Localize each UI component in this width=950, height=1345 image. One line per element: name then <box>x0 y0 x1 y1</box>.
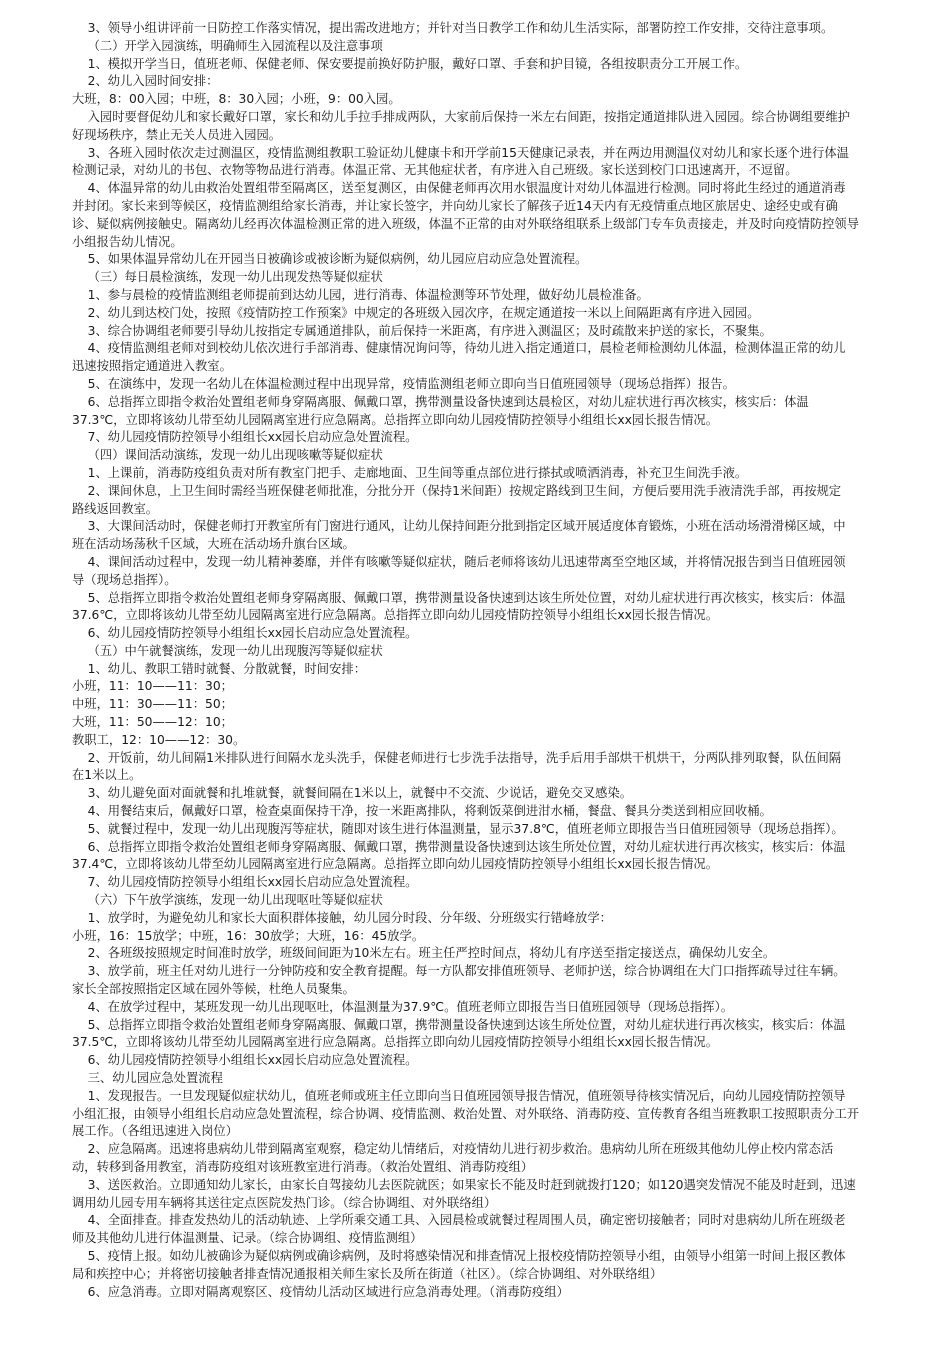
text-line: 1、发现报告。一旦发现疑似症状幼儿，值班老师或班主任立即向当日值班园领导报告情况，值班领导待核实情况后，向幼儿园疫情防控领导 <box>72 1088 846 1103</box>
text-line: 在1米以上。 <box>72 768 142 783</box>
text-line: 37.4℃，立即将该幼儿带至幼儿园隔离室进行应急隔离。总指挥立即向幼儿园疫情防控领导小组组长xx园长报告情况。 <box>72 857 718 872</box>
text-line: 1、上课前，消毒防疫组负责对所有教室门把手、走廊地面、卫生间等重点部位进行搽拭或喷洒消毒，补充卫生间洗手液。 <box>72 465 748 480</box>
text-line: 6、总指挥立即指令救治处置组老师身穿隔离服、佩戴口罩，携带测量设备快速到达该生所处位置，对幼儿症状进行再次核实，核实后：体温 <box>72 839 846 854</box>
text-line: 6、幼儿园疫情防控领导小组组长xx园长启动应急处置流程。 <box>72 1053 418 1068</box>
text-line: 小班，11：10——11：30； <box>72 679 233 694</box>
text-line: 三、幼儿园应急处置流程 <box>72 1071 223 1086</box>
text-line: 小组汇报，由领导小组组长启动应急处置流程，综合协调、疫情监测、救治处置、对外联络、消毒防疫、宣传教育各组当班教职工按照职责分工开 <box>72 1106 860 1121</box>
text-line: 6、应急消毒。立即对隔离观察区、疫情幼儿活动区域进行应急消毒处理。（消毒防疫组） <box>72 1284 569 1299</box>
text-line: （五）中午就餐演练，发现一幼儿出现腹泻等疑似症状 <box>72 643 383 658</box>
text-line: （三）每日晨检演练，发现一幼儿出现发热等疑似症状 <box>72 270 383 285</box>
text-line: 大班，8：00入园；中班，8：30入园；小班，9：00入园。 <box>72 92 401 107</box>
text-line: 5、总指挥立即指令救治处置组老师身穿隔离服、佩戴口罩，携带测量设备快速到达该生所处位置，对幼儿症状进行再次核实，核实后：体温 <box>72 590 846 605</box>
text-line: 7、幼儿园疫情防控领导小组组长xx园长启动应急处置流程。 <box>72 430 418 445</box>
text-line: 师及其他幼儿进行体温测量、记录。（综合协调组、疫情监测组） <box>72 1231 423 1246</box>
text-line: 2、开饭前，幼儿间隔1米排队进行间隔水龙头洗手，保健老师进行七步洗手法指导，洗手后用手部烘干机烘干，分两队排列取餐，队伍间隔 <box>72 750 842 765</box>
text-line: 3、大课间活动时，保健老师打开教室所有门窗进行通风，让幼儿保持间距分批到指定区域开展适度体育锻炼，小班在活动场滑滑梯区域，中 <box>72 519 846 534</box>
text-line: 小班，16：15放学；中班，16：30放学；大班，16：45放学。 <box>72 928 425 943</box>
text-line: 小组报告幼儿情况。 <box>72 234 183 249</box>
text-line: 5、总指挥立即指令救治处置组老师身穿隔离服、佩戴口罩，携带测量设备快速到达该生所处位置，对幼儿症状进行再次核实，核实后：体温 <box>72 1017 846 1032</box>
text-line: 4、疫情监测组老师对到校幼儿依次进行手部消毒、健康情况询问等，待幼儿进入指定通道口，晨检老师检测幼儿体温，检测体温正常的幼儿 <box>72 341 846 356</box>
text-line: 3、各班入园时依次走过测温区，疫情监测组教职工验证幼儿健康卡和开学前15天健康记录表，并在两边用测温仪对幼儿和家长逐个进行体温 <box>72 145 849 160</box>
text-line: 3、领导小组讲评前一日防控工作落实情况，提出需改进地方；并针对当日教学工作和幼儿生活实际，部署防控工作安排，交待注意事项。 <box>72 21 834 35</box>
text-line: 4、在放学过程中，某班发现一幼儿出现呕吐，体温测量为37.9℃。值班老师立即报告当日值班园领导（现场总指挥）。 <box>72 999 734 1014</box>
text-line: 5、疫情上报。如幼儿被确诊为疑似病例或确诊病例，及时将感染情况和排查情况上报校疫情防控领导小组，由领导小组第一时间上报区教体 <box>72 1248 846 1263</box>
text-line: 37.3℃，立即将该幼儿带至幼儿园隔离室进行应急隔离。总指挥立即向幼儿园疫情防控领导小组组长xx园长报告情况。 <box>72 412 718 427</box>
text-line: 局和疾控中心；并将密切接触者排查情况通报相关师生家长及所在街道（社区）。（综合协调组、对外联络组） <box>72 1266 663 1281</box>
text-line: 1、放学时，为避免幼儿和家长大面积群体接触，幼儿园分时段、分年级、分班级实行错峰放学： <box>72 910 612 925</box>
text-line: 检测记录，对幼儿的书包、衣物等物品进行消毒。体温正常、无其他症状者，有序进入自己班级。家长送到校门口迅速离开，不逗留。 <box>72 163 798 178</box>
text-line: 5、就餐过程中，发现一幼儿出现腹泻等症状，随即对该生进行体温测量，显示37.8℃，值班老师立即报告当日值班园领导（现场总指挥）。 <box>72 821 844 836</box>
text-line: 诊、疑似病例接触史。隔离幼儿经再次体温检测正常的进入班级，体温不正常的由对外联络组联系上级部门专车负责接走，并及时向疫情防控领导 <box>72 216 860 231</box>
text-line: 3、放学前，班主任对幼儿进行一分钟防疫和安全教育提醒。每一方队都安排值班领导、老师护送，综合协调组在大门口指挥疏导过往车辆。 <box>72 964 846 979</box>
text-line: 5、如果体温异常幼儿在开园当日被确诊或被诊断为疑似病例，幼儿园应启动应急处置流程。 <box>72 252 588 267</box>
text-line: 6、总指挥立即指令救治处置组老师身穿隔离服、佩戴口罩，携带测量设备快速到达晨检区，对幼儿症状进行再次核实，核实后：体温 <box>72 394 809 409</box>
text-line: 教职工，12：10——12：30。 <box>72 732 246 747</box>
text-line: 37.6℃，立即将该幼儿带至幼儿园隔离室进行应急隔离。总指挥立即向幼儿园疫情防控领导小组组长xx园长报告情况。 <box>72 608 718 623</box>
text-line: 大班，11：50——12：10； <box>72 715 233 730</box>
text-line: 并封闭。家长来到等候区，疫情监测组给家长消毒，并让家长签字，并向幼儿家长了解孩子近14天内有无疫情重点地区旅居史、途经史或有确 <box>72 198 838 213</box>
text-line: 入园时要督促幼儿和家长戴好口罩，家长和幼儿手拉手排成两队，大家前后保持一米左右间距，按指定通道排队进入园园。综合协调组要维护 <box>72 109 851 124</box>
text-line: （二）开学入园演练，明确师生入园流程以及注意事项 <box>72 38 383 53</box>
text-line: 调用幼儿园专用车辆将其送往定点医院发热门诊。（综合协调组、对外联络组） <box>72 1195 497 1210</box>
text-line: 2、应急隔离。迅速将患病幼儿带到隔离室观察，稳定幼儿情绪后，对疫情幼儿进行初步救治。患病幼儿所在班级其他幼儿停止校内常态活 <box>72 1142 834 1157</box>
text-line: 5、在演练中，发现一名幼儿在体温检测过程中出现异常，疫情监测组老师立即向当日值班园领导（现场总指挥）报告。 <box>72 376 735 391</box>
text-line: 4、用餐结束后，佩戴好口罩，检查桌面保持干净，按一米距离排队，将剩饭菜倒进泔水桶，餐盘、餐具分类送到相应回收桶。 <box>72 804 772 819</box>
text-line: 1、参与晨检的疫情监测组老师提前到达幼儿园，进行消毒、体温检测等环节处理，做好幼儿晨检准备。 <box>72 287 649 302</box>
text-line: 家长全部按照指定区域在园外等候，杜绝人员聚集。 <box>72 982 355 997</box>
text-line: 好现场秩序，禁止无关人员进入园园。 <box>72 127 282 142</box>
text-line: 展工作。（各组迅速进入岗位） <box>72 1124 239 1139</box>
text-line: 3、送医救治。立即通知幼儿家长，由家长自驾接幼儿去医院就医；如果家长不能及时赶到就拨打120；如120遇突发情况不能及时赶到，迅速 <box>72 1177 856 1192</box>
text-line: 2、幼儿入园时间安排： <box>72 74 219 89</box>
text-line: 导（现场总指挥）。 <box>72 572 177 587</box>
text-line: 3、幼儿避免面对面就餐和扎堆就餐，就餐间隔在1米以上，就餐中不交流、少说话，避免交叉感染。 <box>72 786 633 801</box>
text-line: 4、课间活动过程中，发现一幼儿精神萎靡，并伴有咳嗽等疑似症状，随后老师将该幼儿迅速带离至空地区域，并将情况报告到当日值班园领 <box>72 554 846 569</box>
text-line: 班在活动场荡秋千区域，大班在活动场升旗台区域。 <box>72 537 355 552</box>
text-line: 1、模拟开学当日，值班老师、保健老师、保安要提前换好防护服，戴好口罩、手套和护目镜，各组按职责分工开展工作。 <box>72 56 748 71</box>
text-line: 2、课间休息，上卫生间时需经当班保健老师批准，分批分开（保持1米间距）按规定路线到卫生间，方便后要用洗手液清洗手部，再按规定 <box>72 483 842 498</box>
text-line: 6、幼儿园疫情防控领导小组组长xx园长启动应急处置流程。 <box>72 626 418 641</box>
text-line: （四）课间活动演练，发现一幼儿出现咳嗽等疑似症状 <box>72 448 383 463</box>
text-line: 路线返回教室。 <box>72 501 159 516</box>
text-line: 迅速按照指定通道进入教室。 <box>72 359 232 374</box>
text-line: （六）下午放学演练，发现一幼儿出现呕吐等疑似症状 <box>72 893 383 908</box>
text-line: 37.5℃，立即将该幼儿带至幼儿园隔离室进行应急隔离。总指挥立即向幼儿园疫情防控领导小组组长xx园长报告情况。 <box>72 1035 718 1050</box>
text-line: 1、幼儿、教职工错时就餐、分散就餐，时间安排： <box>72 661 366 676</box>
text-line: 3、综合协调组老师要引导幼儿按指定专属通道排队，前后保持一米距离，有序进入测温区；及时疏散来护送的家长，不聚集。 <box>72 323 772 338</box>
text-line: 4、全面排查。排查发热幼儿的活动轨迹、上学所乘交通工具、入园晨检或就餐过程周围人员，确定密切接触者；同时对患病幼儿所在班级老 <box>72 1213 846 1228</box>
text-line: 2、幼儿到达校门处，按照《疫情防控工作预案》中规定的各班级入园次序，在规定通道按一米以上间隔距离有序进入园园。 <box>72 305 760 320</box>
text-line: 2、各班级按照规定时间准时放学，班级间间距为10米左右。班主任严控时间点，将幼儿有序送至指定接送点，确保幼儿安全。 <box>72 946 776 961</box>
text-line: 4、体温异常的幼儿由救治处置组带至隔离区，送至复测区，由保健老师再次用水银温度计对幼儿体温进行检测。同时将此生经过的通道消毒 <box>72 181 846 196</box>
text-line: 7、幼儿园疫情防控领导小组组长xx园长启动应急处置流程。 <box>72 875 418 890</box>
text-line: 动，转移到备用教室，消毒防疫组对该班教室进行消毒。（救治处置组、消毒防疫组） <box>72 1160 534 1174</box>
text-line: 中班，11：30——11：50； <box>72 697 233 712</box>
